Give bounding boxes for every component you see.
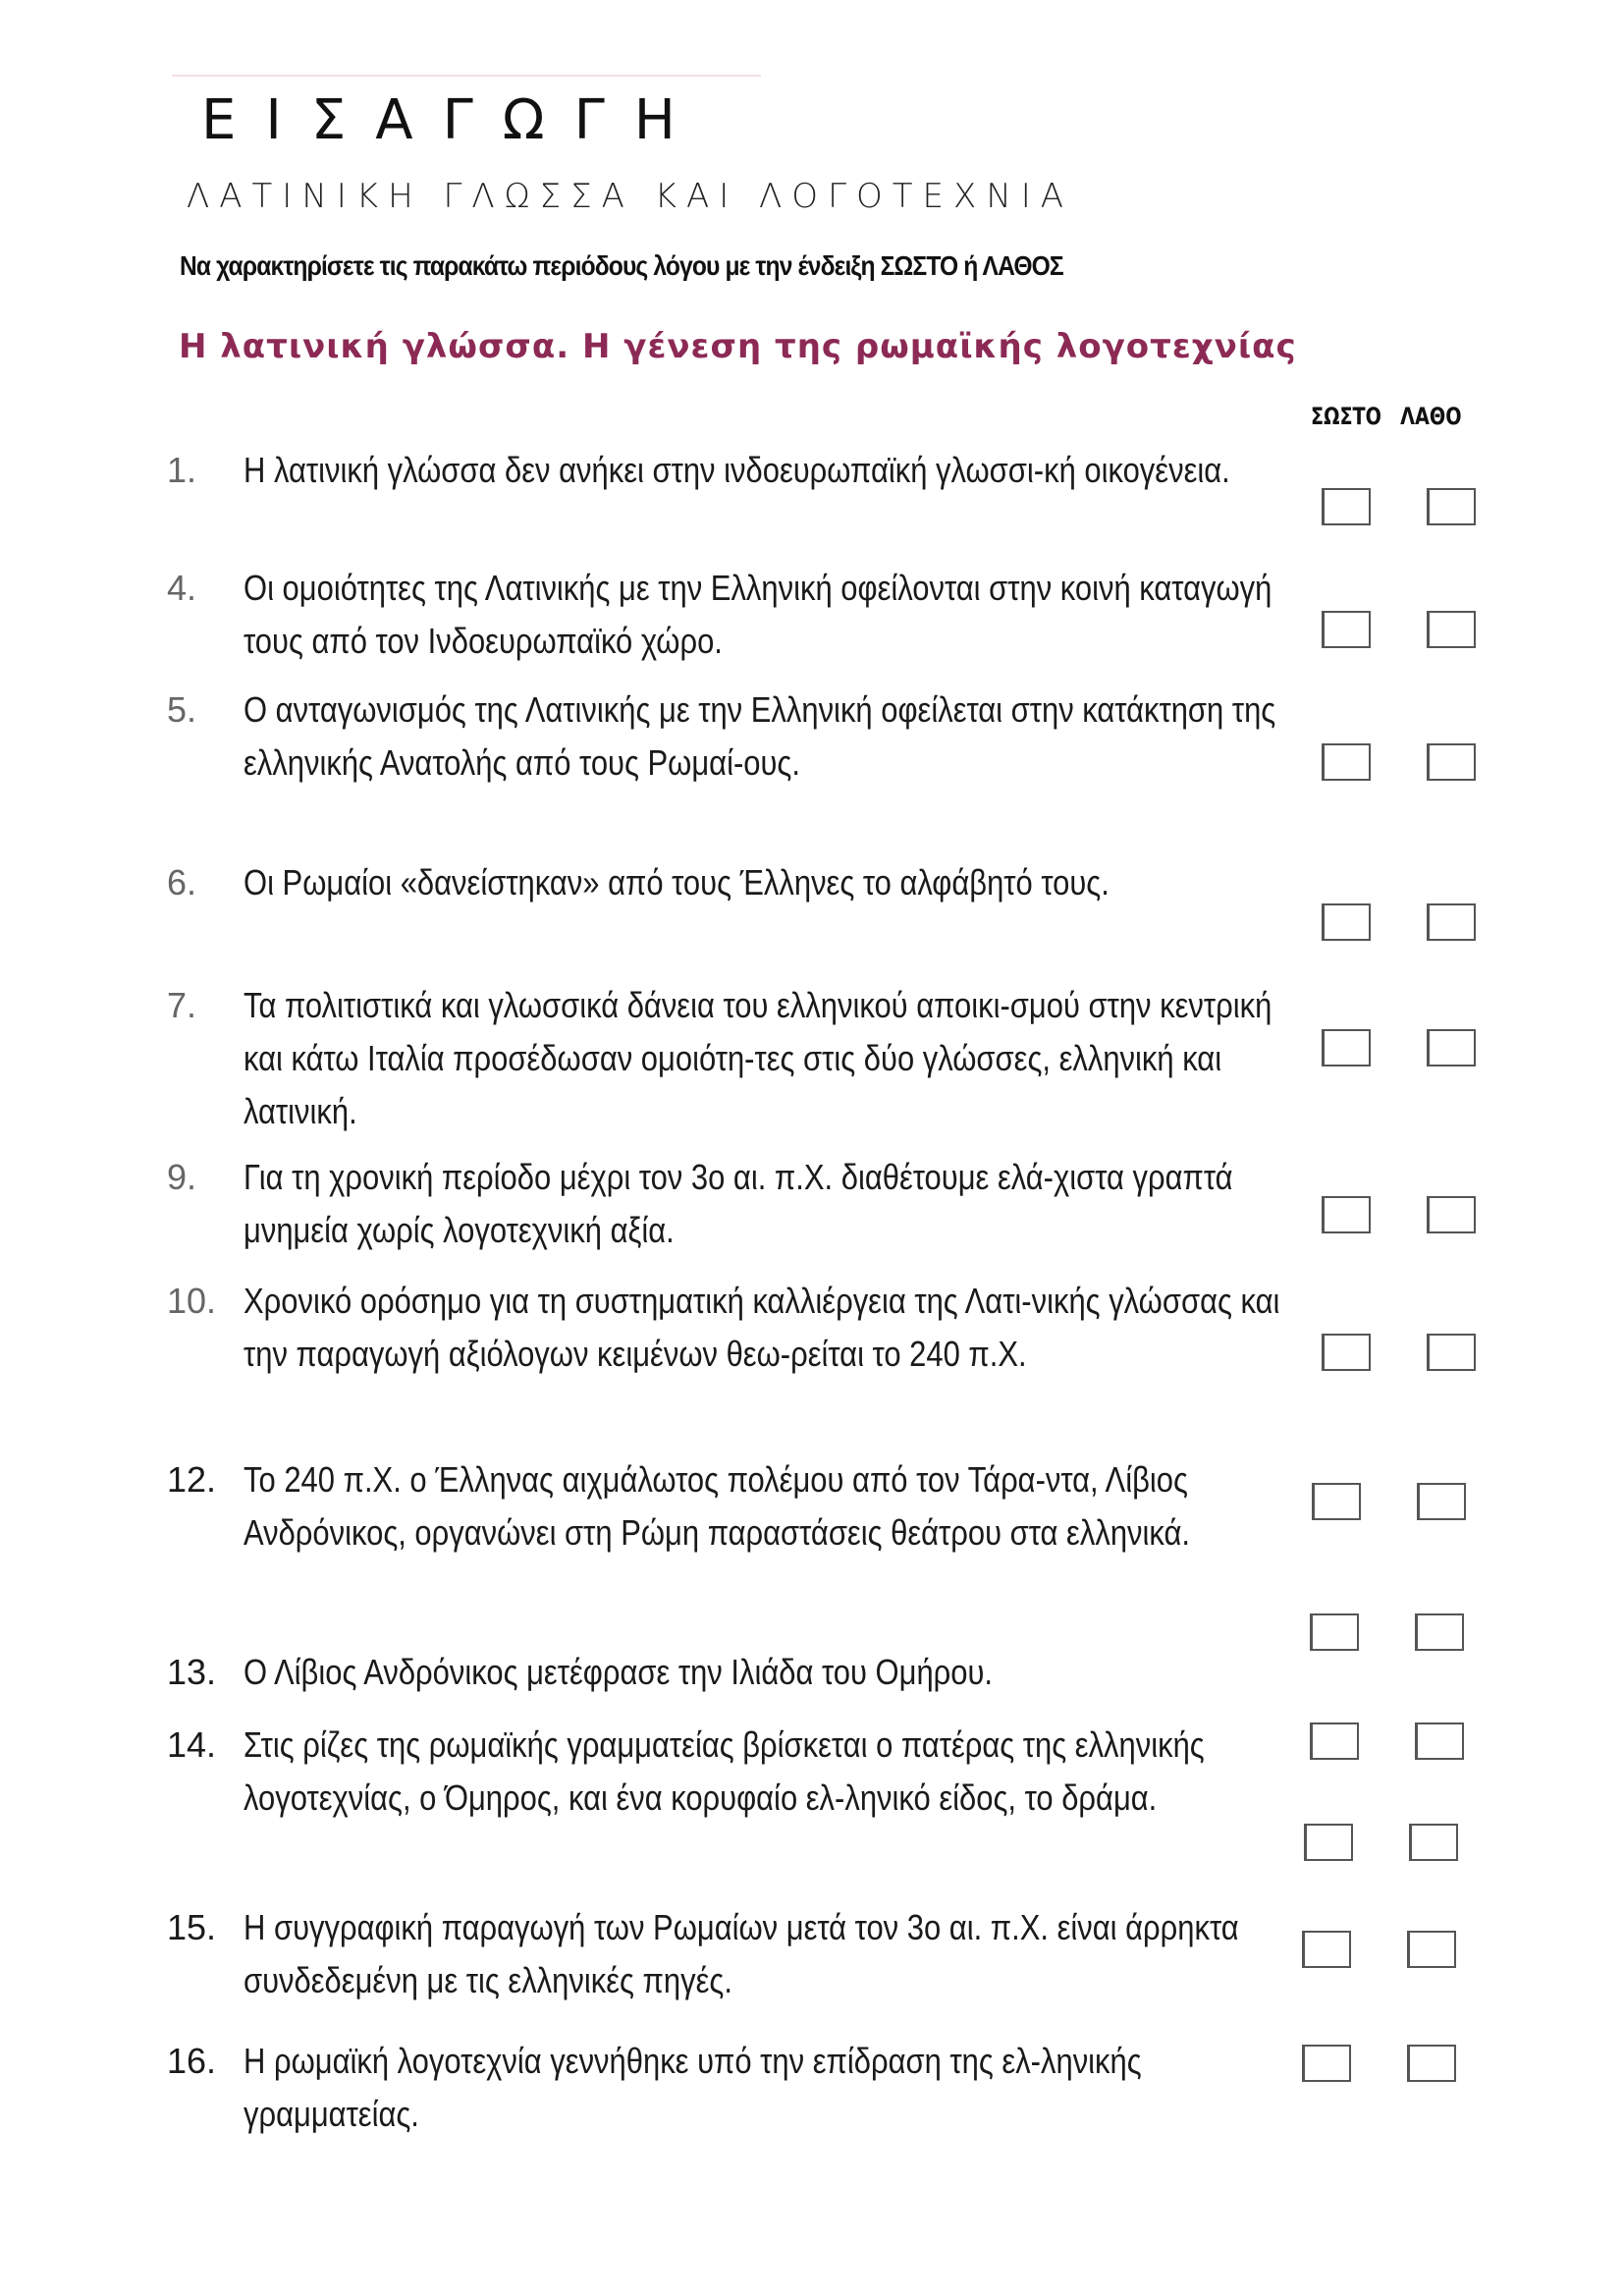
question-number: 13.: [167, 1652, 217, 1692]
question-number: 1.: [167, 450, 197, 490]
question-item: [167, 562, 1286, 668]
question-number: 7.: [167, 985, 197, 1025]
question-number: 9.: [167, 1157, 197, 1197]
question-number: 10.: [167, 1281, 217, 1321]
question-text: Οι Ρωμαίοι «δανείστηκαν» από τους Έλληνες το αλφάβητό τους.: [244, 862, 1110, 902]
page-title: ΕΙΣΑΓΩΓΗ: [201, 88, 705, 152]
question-item: [167, 1901, 1286, 2007]
false-checkbox[interactable]: [1407, 2045, 1456, 2082]
false-checkbox[interactable]: [1427, 743, 1476, 781]
question-text: Χρονικό ορόσημο για τη συστηματική καλλιέργεια της Λατι-νικής γλώσσας και την παραγωγή αξιόλογων κειμένων θεω-ρείται το 240 π.Χ.: [244, 1281, 1280, 1374]
question-text: Οι ομοιότητες της Λατινικής με την Ελληνική οφείλονται στην κοινή καταγωγή τους από τον Ινδοευρωπαϊκό χώρο.: [244, 568, 1272, 661]
question-text: Η λατινική γλώσσα δεν ανήκει στην ινδοευρωπαϊκή γλωσσι-κή οικογένεια.: [244, 450, 1230, 490]
false-checkbox[interactable]: [1427, 1334, 1476, 1371]
question-text: Το 240 π.Χ. ο Έλληνας αιχμάλωτος πολέμου από τον Τάρα-ντα, Λίβιος Ανδρόνικος, οργανώνει στη Ρώμη παραστάσεις θεάτρου στα ελληνικά.: [244, 1459, 1190, 1553]
question-text: Τα πολιτιστικά και γλωσσικά δάνεια του ελληνικού αποικι-σμού στην κεντρική και κάτω Ιταλία προσέδωσαν ομοιότη-τες στις δύο γλώσσες, ελληνική και λατινική.: [244, 985, 1272, 1131]
question-item: [167, 683, 1286, 790]
question-item: [167, 1646, 1286, 1699]
question-item: [167, 1275, 1286, 1381]
true-checkbox[interactable]: [1322, 1196, 1371, 1233]
question-text: Ο ανταγωνισμός της Λατινικής με την Ελληνική οφείλεται στην κατάκτηση της ελληνικής Ανατολής από τους Ρωμαί-ους.: [244, 689, 1276, 783]
question-number: 14.: [167, 1724, 217, 1765]
true-checkbox[interactable]: [1322, 488, 1371, 525]
question-number: 15.: [167, 1907, 217, 1947]
instruction-text: Να χαρακτηρίσετε τις παρακάτω περιόδους λόγου με την ένδειξη ΣΩΣΤΟ ή ΛΑΘΟΣ: [180, 250, 1063, 281]
false-checkbox[interactable]: [1407, 1931, 1456, 1968]
true-checkbox[interactable]: [1322, 903, 1371, 941]
question-item: [167, 979, 1286, 1138]
false-checkbox[interactable]: [1427, 488, 1476, 525]
question-item: [167, 444, 1286, 497]
section-heading: Η λατινική γλώσσα. Η γένεση της ρωμαϊκής λογοτεχνίας: [179, 327, 1297, 366]
question-text: Η συγγραφική παραγωγή των Ρωμαίων μετά τον 3ο αι. π.Χ. είναι άρρηκτα συνδεδεμένη με τις ελληνικές πηγές.: [244, 1907, 1239, 2000]
question-number: 16.: [167, 2041, 217, 2081]
column-headers: [1311, 403, 1462, 430]
false-checkbox[interactable]: [1427, 1029, 1476, 1066]
false-checkbox[interactable]: [1417, 1483, 1466, 1520]
question-number: 12.: [167, 1459, 217, 1500]
question-item: [167, 1453, 1286, 1559]
question-item: [167, 1719, 1286, 1825]
question-text: Για τη χρονική περίοδο μέχρι τον 3ο αι. π.Χ. διαθέτουμε ελά-χιστα γραπτά μνημεία χωρίς λογοτεχνική αξία.: [244, 1157, 1233, 1250]
false-checkbox[interactable]: [1415, 1613, 1464, 1651]
true-checkbox[interactable]: [1310, 1722, 1359, 1760]
false-checkbox[interactable]: [1415, 1722, 1464, 1760]
true-checkbox[interactable]: [1310, 1613, 1359, 1651]
question-text: Στις ρίζες της ρωμαϊκής γραμματείας βρίσκεται ο πατέρας της ελληνικής λογοτεχνίας, ο Όμηρος, και ένα κορυφαίο ελ-ληνικό είδος, το δράμα.: [244, 1724, 1205, 1818]
question-number: 4.: [167, 568, 197, 608]
question-text: Ο Λίβιος Ανδρόνικος μετέφρασε την Ιλιάδα του Ομήρου.: [244, 1652, 994, 1692]
false-checkbox[interactable]: [1427, 1196, 1476, 1233]
true-checkbox[interactable]: [1312, 1483, 1361, 1520]
top-rule-divider: [172, 75, 761, 77]
question-number: 6.: [167, 862, 197, 902]
question-item: [167, 2035, 1286, 2141]
true-checkbox[interactable]: [1302, 2045, 1351, 2082]
true-checkbox[interactable]: [1322, 1334, 1371, 1371]
question-number: 5.: [167, 689, 197, 730]
question-item: [167, 856, 1286, 909]
false-checkbox[interactable]: [1427, 611, 1476, 648]
true-checkbox[interactable]: [1304, 1824, 1353, 1861]
false-checkbox[interactable]: [1427, 903, 1476, 941]
false-checkbox[interactable]: [1409, 1824, 1458, 1861]
question-text: Η ρωμαϊκή λογοτεχνία γεννήθηκε υπό την επίδραση της ελ-ληνικής γραμματείας.: [244, 2041, 1142, 2134]
question-item: [167, 1151, 1286, 1257]
true-checkbox[interactable]: [1322, 611, 1371, 648]
column-header-false: ΛΑΘΟ: [1400, 403, 1462, 430]
page-subtitle: ΛΑΤΙΝΙΚΗ ΓΛΩΣΣΑ ΚΑΙ ΛΟΓΟΤΕΧΝΙΑ: [187, 177, 1074, 216]
true-checkbox[interactable]: [1322, 743, 1371, 781]
column-header-true: ΣΩΣΤΟ: [1311, 403, 1381, 430]
true-checkbox[interactable]: [1322, 1029, 1371, 1066]
true-checkbox[interactable]: [1302, 1931, 1351, 1968]
